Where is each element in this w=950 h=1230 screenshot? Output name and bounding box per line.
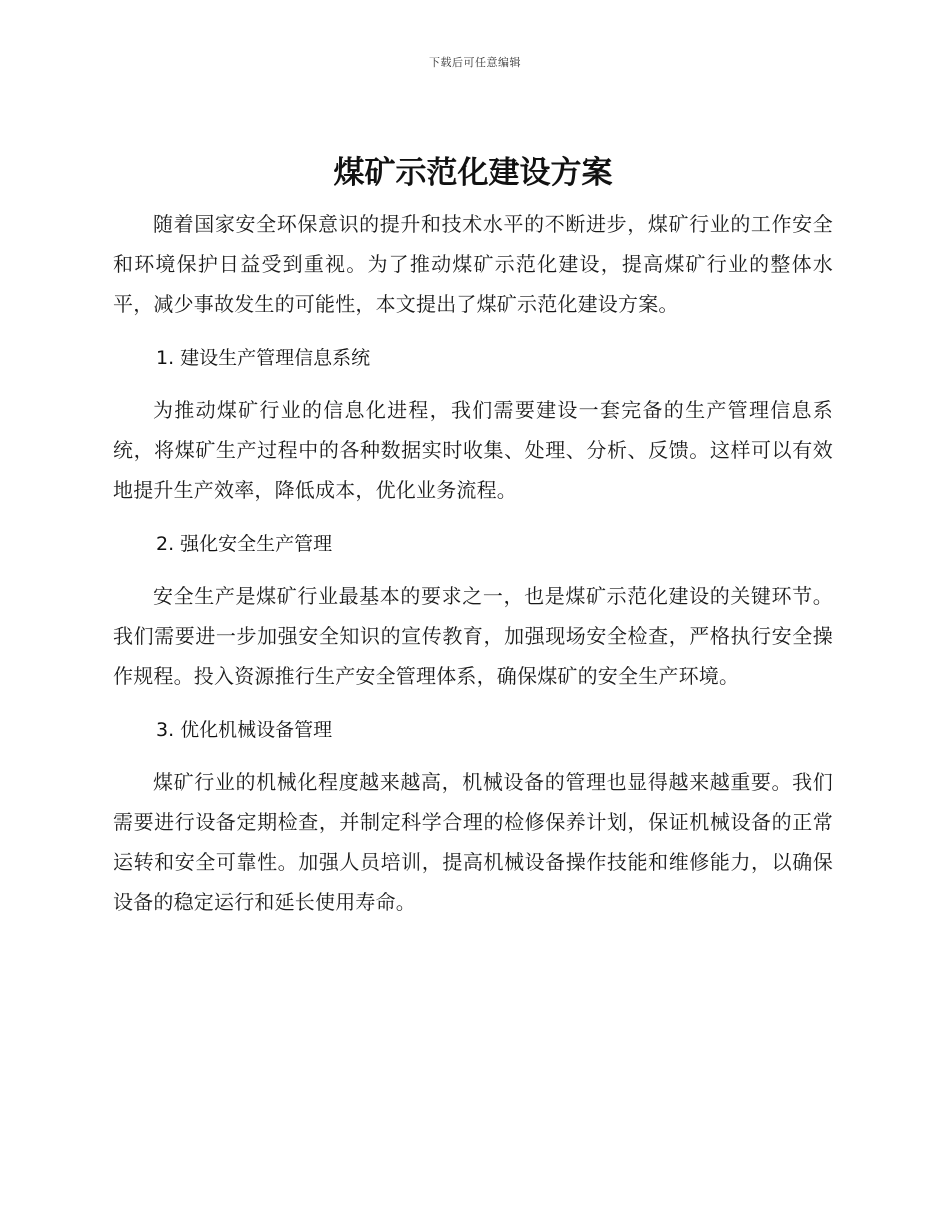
intro-paragraph: 随着国家安全环保意识的提升和技术水平的不断进步，煤矿行业的工作安全和环境保护日益受到重视。为了推动煤矿示范化建设，提高煤矿行业的整体水平，减少事故发生的可能性，本文提出了煤矿示范化建设方案。 (113, 212, 833, 316)
section-heading: 3. 优化机械设备管理 (156, 719, 333, 741)
section-paragraph: 安全生产是煤矿行业最基本的要求之一，也是煤矿示范化建设的关键环节。我们需要进一步加强安全知识的宣传教育，加强现场安全检查，严格执行安全操作规程。投入资源推行生产安全管理体系，确保煤矿的安全生产环境。 (113, 584, 833, 688)
section-paragraph: 为推动煤矿行业的信息化进程，我们需要建设一套完备的生产管理信息系统，将煤矿生产过程中的各种数据实时收集、处理、分析、反馈。这样可以有效地提升生产效率，降低成本，优化业务流程。 (113, 398, 833, 502)
section-heading: 2. 强化安全生产管理 (156, 533, 333, 555)
section-heading: 1. 建设生产管理信息系统 (156, 347, 371, 369)
header-note: 下载后可任意编辑 (429, 56, 521, 69)
section-3 (113, 710, 833, 922)
section-paragraph: 煤矿行业的机械化程度越来越高，机械设备的管理也显得越来越重要。我们需要进行设备定期检查，并制定科学合理的检修保养计划，保证机械设备的正常运转和安全可靠性。加强人员培训，提高机械设备操作技能和维修能力，以确保设备的稳定运行和延长使用寿命。 (113, 770, 833, 914)
section-1 (113, 338, 833, 510)
document-body (113, 148, 833, 922)
section-2 (113, 524, 833, 696)
document-title: 煤矿示范化建设方案 (333, 155, 613, 191)
